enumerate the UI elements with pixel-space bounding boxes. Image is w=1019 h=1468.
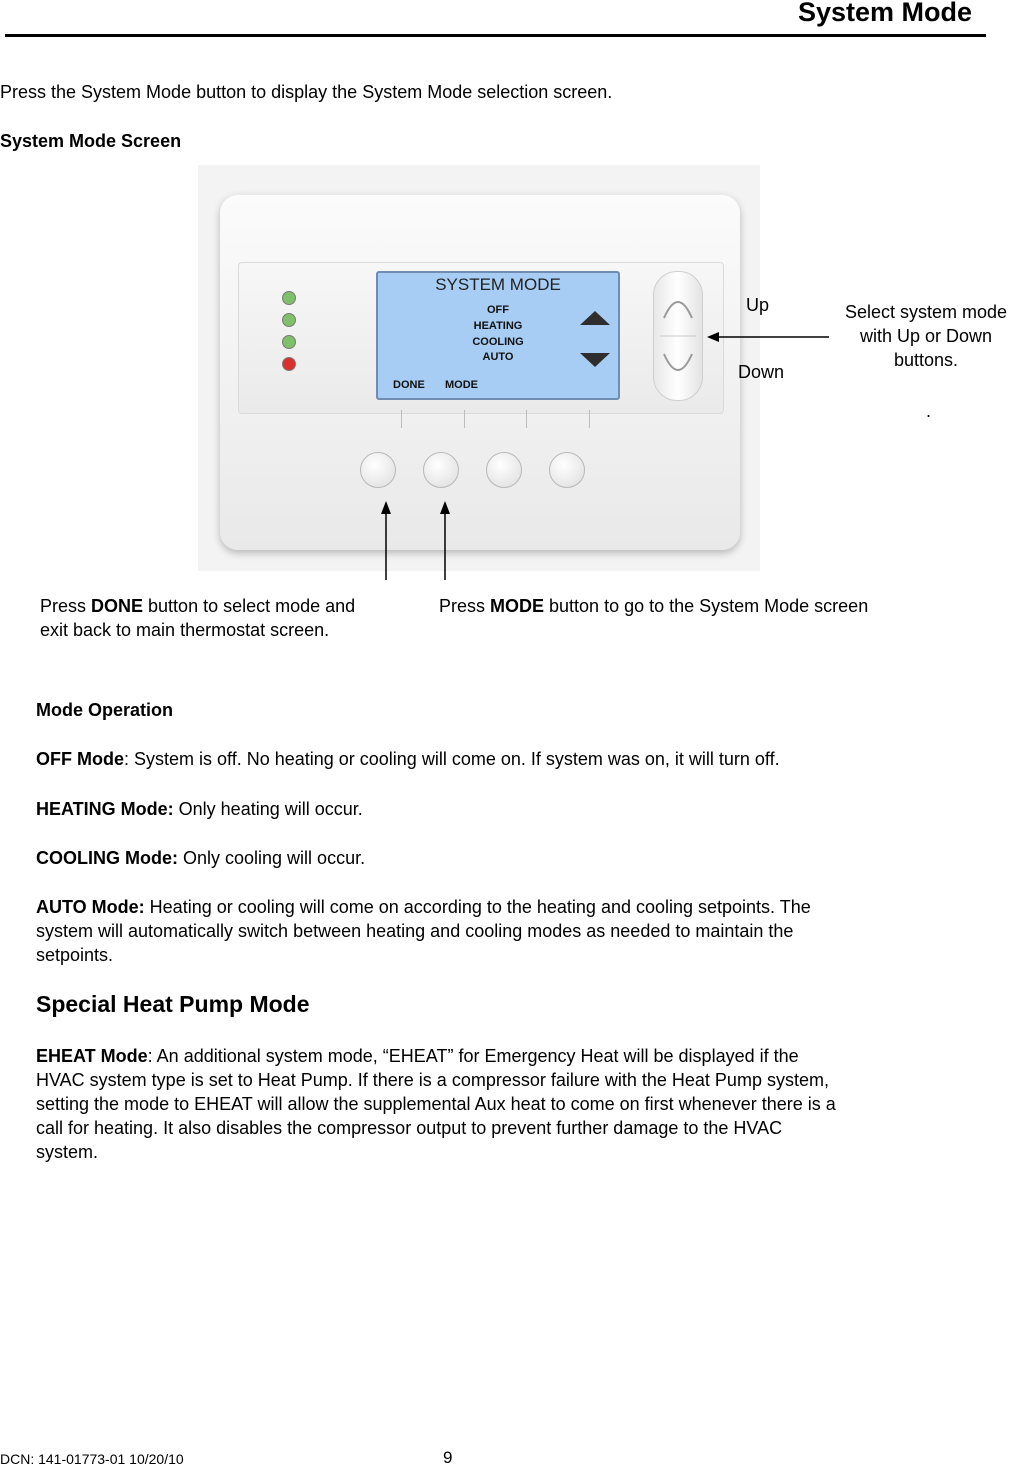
lcd-title: SYSTEM MODE [435, 275, 561, 294]
callout-dot: . [926, 401, 932, 421]
off-mode-text: OFF Mode: System is off. No heating or cooling will come on. If system was on, it will turn off. [36, 749, 780, 769]
mode-arrow-icon [440, 501, 450, 514]
mode-operation-heading: Mode Operation [36, 700, 174, 720]
lcd-mode-off: OFF [487, 304, 509, 316]
down-label: Down [738, 362, 785, 382]
screen-heading: System Mode Screen [0, 131, 182, 151]
mode-callout: Press MODE button to go to the System Mode screen [439, 596, 869, 616]
auto-mode-text: AUTO Mode: Heating or cooling will come on according to the heating and cooling setpoints. The system will automatically switch between heating and cooling modes as needed to maintain the setpoints. [36, 897, 811, 965]
select-arrow-icon [707, 332, 719, 342]
footer-dcn: DCN: 141-01773-01 10/20/10 [0, 1451, 184, 1467]
lcd-mode-auto: AUTO [482, 351, 514, 363]
done-callout: Press DONE button to select mode and exit back to main thermostat screen. [40, 596, 356, 640]
cooling-mode-text: COOLING Mode: Only cooling will occur. [36, 848, 366, 868]
lcd-mode-cooling: COOLING [472, 336, 524, 348]
lcd-mode-heating: HEATING [473, 320, 523, 332]
page-title: System Mode [797, 0, 972, 27]
select-mode-callout: Select system mode with Up or Down buttons. [844, 302, 1008, 370]
intro-text: Press the System Mode button to display the System Mode selection screen. [0, 82, 613, 102]
heating-mode-text: HEATING Mode: Only heating will occur. [36, 799, 363, 819]
done-arrow-icon [381, 501, 391, 514]
lcd-mode-label: MODE [445, 379, 478, 391]
eheat-mode-text: EHEAT Mode: An additional system mode, “EHEAT” for Emergency Heat will be displayed if the HVAC system type is set to Heat Pump. If there is a compressor failure with the Heat Pump system, setting the mode to EHEAT will allow the supplemental Aux heat to come on first whenever there is a call for heating. It also disables the compressor output to prevent further damage to the HVAC system. [36, 1046, 836, 1162]
lcd-done-label: DONE [393, 379, 425, 391]
page-number: 9 [443, 1448, 453, 1467]
heat-pump-heading: Special Heat Pump Mode [36, 991, 310, 1017]
up-label: Up [746, 295, 770, 315]
